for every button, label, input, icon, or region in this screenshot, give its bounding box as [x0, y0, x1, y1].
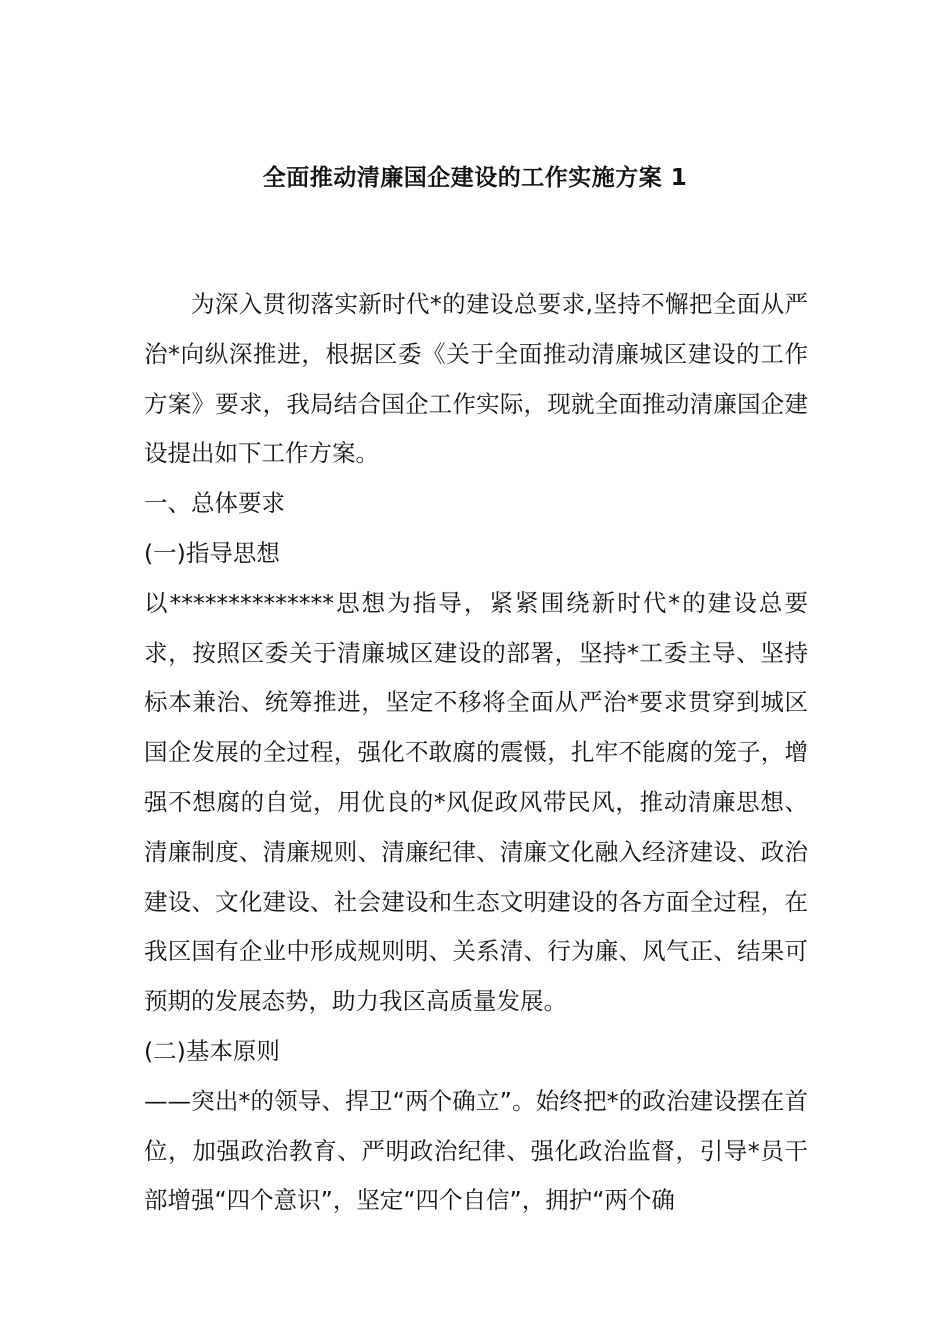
guiding-ideology-paragraph: 以**************思想为指导，紧紧围绕新时代*的建设总要求，按照区委关于清廉城区建设的部署，坚持*工委主导、坚持标本兼治、统筹推进，坚定不移将全面从严治*要求贯穿到城区国企发展的全过程，强化不敢腐的震慑，扎牢不能腐的笼子，增强不想腐的自觉，用优良的*风促政风带民风，推动清廉思想、清廉制度、清廉规则、清廉纪律、清廉文化融入经济建设、政治建设、文化建设、社会建设和生态文明建设的各方面全过程，在我区国有企业中形成规则明、关系清、行为廉、风气正、结果可预期的发展态势，助力我区高质量发展。 — [144, 588, 808, 1016]
document-body — [144, 280, 808, 1226]
intro-paragraph: 为深入贯彻落实新时代*的建设总要求,坚持不懈把全面从严治*向纵深推进，根据区委《关于全面推动清廉城区建设的工作方案》要求，我局结合国企工作实际，现就全面推动清廉国企建设提出如下工作方案。 — [144, 290, 808, 468]
section-heading-general-requirements: 一、总体要求 — [144, 489, 285, 518]
document-title: 全面推动清廉国企建设的工作实施方案 1 — [262, 165, 688, 191]
subsection-heading-basic-principles: (二)基本原则 — [144, 1036, 280, 1065]
subsection-heading-guiding-ideology: (一)指导思想 — [144, 538, 280, 567]
principle-paragraph: ——突出*的领导、捍卫“两个确立”。始终把*的政治建设摆在首位，加强政治教育、严明政治纪律、强化政治监督，引导*员干部增强“四个意识”，坚定“四个自信”，拥护“两个确 — [144, 1086, 808, 1215]
